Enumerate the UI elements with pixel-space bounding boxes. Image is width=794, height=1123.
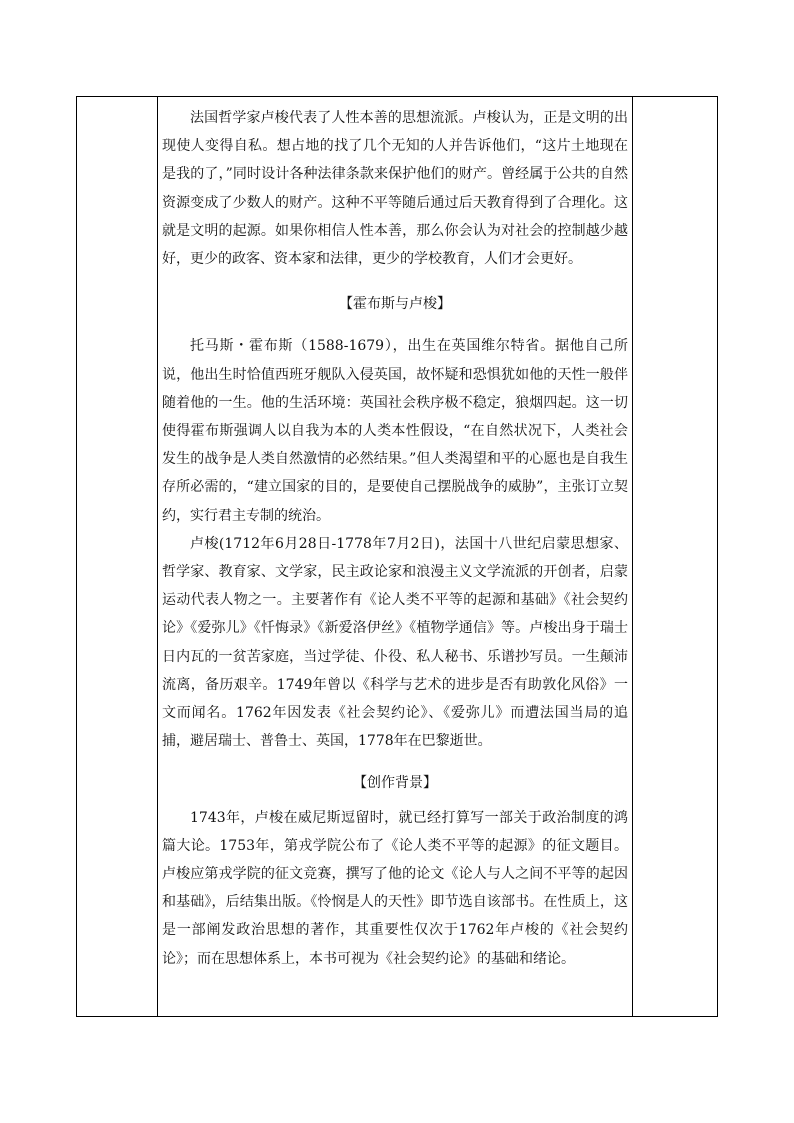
rousseau-paragraph: 卢梭(1712年6月28日-1778年7月2日)，法国十八世纪启蒙思想家、哲学家、教育家、文学家，民主政论家和浪漫主义文学流派的开创者，启蒙运动代表人物之一。主要著作有《论人类不平等的起源和基础》《社会契约论》《爱弥儿》《忏悔录》《新爱洛伊丝》《植物学通信》等。卢梭出身于瑞士日内瓦的一贫苦家庭，当过学徒、仆役、私人秘书、乐谱抄写员。一生颠沛流离，备历艰辛。1749年曾以《科学与艺术的进步是否有助敦化风俗》一文而闻名。1762年因发表《社会契约论》、《爱弥儿》而遭法国当局的追捕，避居瑞士、普鲁士、英国，1778年在巴黎逝世。 bbox=[162, 535, 628, 750]
hobbes-paragraph: 托马斯・霍布斯（1588-1679），出生在英国维尔特省。据他自己所说，他出生时恰值西班牙舰队入侵英国，故怀疑和恐惧犹如他的天性一般伴随着他的一生。他的生活环境：英国社会秩序极不稳定，狼烟四起。这一切使得霍布斯强调人以自我为本的人类本性假设，“在自然状况下，人类社会发生的战争是人类自然激情的必然结果。”但人类渴望和平的心愿也是自我生存所必需的，“建立国家的目的，是要使自己摆脱战争的威胁”，主张订立契约，实行君主专制的统治。 bbox=[162, 338, 628, 524]
table-column-divider-left bbox=[157, 97, 158, 1016]
intro-paragraph: 法国哲学家卢梭代表了人性本善的思想流派。卢梭认为，正是文明的出现使人变得自私。想占地的找了几个无知的人并告诉他们，“这片土地现在是我的了，”同时设计各种法律条款来保护他们的财产。曾经属于公共的自然资源变成了少数人的财产。这种不平等随后通过后天教育得到了合理化。这就是文明的起源。如果你相信人性本善，那么你会认为对社会的控制越少越好，更少的政客、资本家和法律，更少的学校教育，人们才会更好。 bbox=[162, 110, 628, 268]
table-column-divider-right bbox=[632, 97, 633, 1016]
section-heading-background: 【创作背景】 bbox=[353, 775, 437, 792]
section-heading-hobbes-rousseau: 【霍布斯与卢梭】 bbox=[339, 296, 451, 313]
background-paragraph: 1743年，卢梭在威尼斯逗留时，就已经打算写一部关于政治制度的鸿篇大论。1753年，第戎学院公布了《论人类不平等的起源》的征文题目。卢梭应第戎学院的征文竞赛，撰写了他的论文《论人与人之间不平等的起因和基础》，后结集出版。《怜悯是人的天性》即节选自该部书。在性质上，这是一部阐发政治思想的著作，其重要性仅次于1762年卢梭的《社会契约论》；而在思想体系上，本书可视为《社会契约论》的基础和绪论。 bbox=[162, 809, 628, 967]
table-content-cell bbox=[162, 104, 628, 973]
